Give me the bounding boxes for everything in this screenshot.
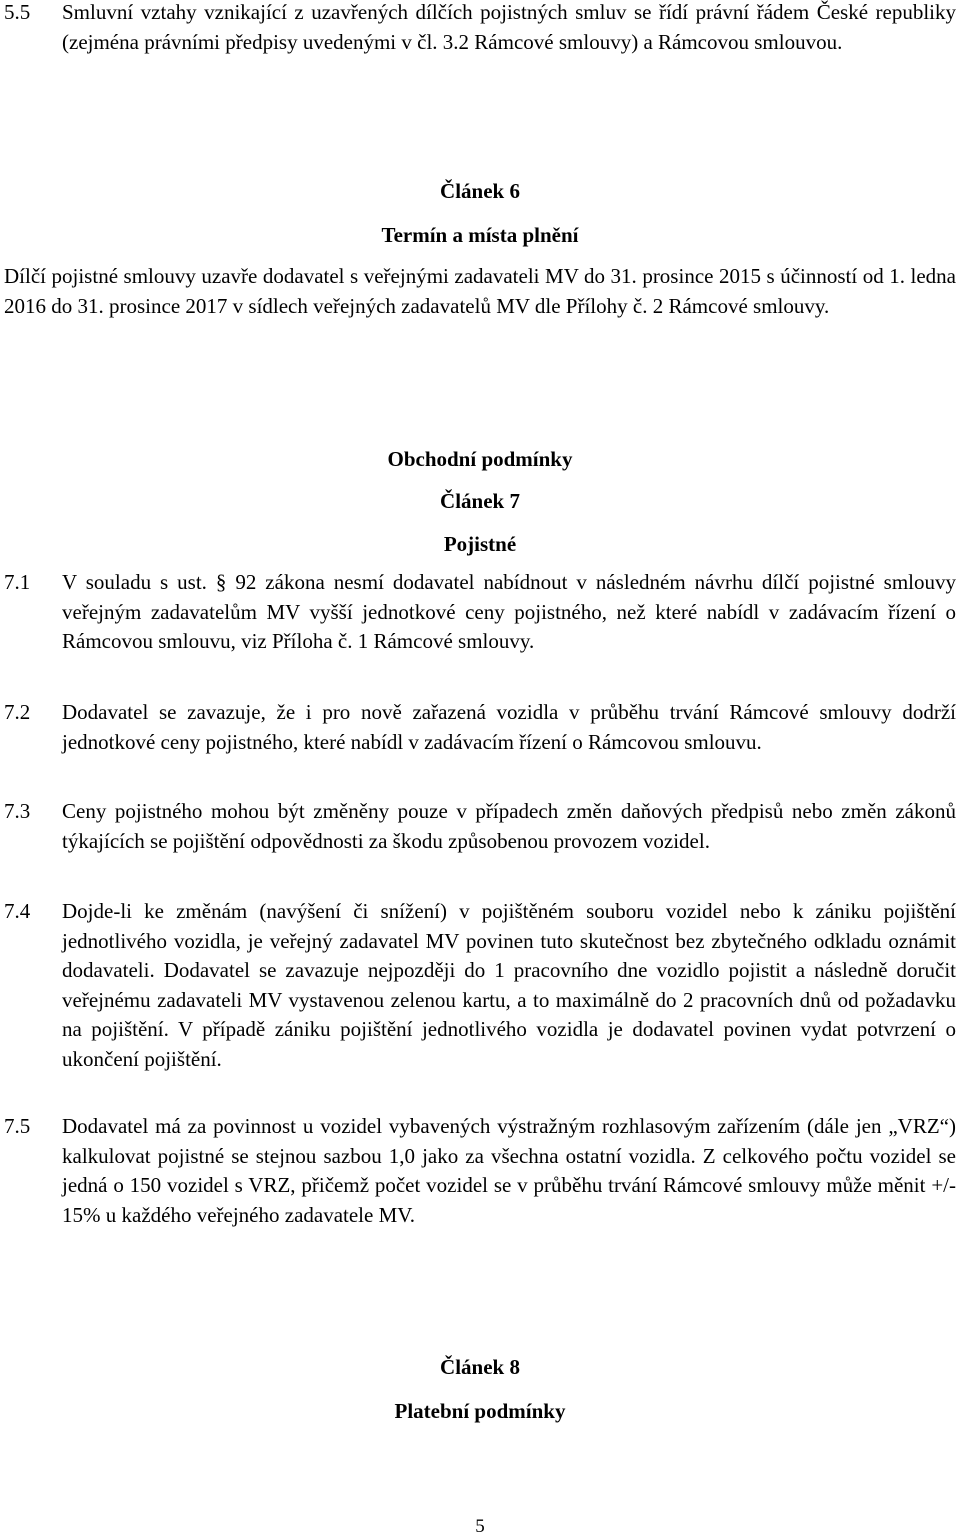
paragraph-7-2 — [0, 698, 956, 757]
paragraph-number: 5.5 — [4, 0, 31, 24]
paragraph-text: V souladu s ust. § 92 zákona nesmí dodavatel nabídnout v následném návrhu dílčí pojistné smlouvy veřejným zadavatelům MV vyšší jednotkové ceny pojistného, než které nabídl v zadávacím řízení o Rámcovou smlouvu, viz Příloha č. 1 Rámcové smlouvy. — [62, 570, 956, 653]
paragraph-text: Smluvní vztahy vznikající z uzavřených dílčích pojistných smluv se řídí právní řádem České republiky (zejména právními předpisy uvedenými v čl. 3.2 Rámcové smlouvy) a Rámcovou smlouvou. — [62, 0, 956, 54]
page-number: 5 — [475, 1516, 485, 1537]
article-6-text: Dílčí pojistné smlouvy uzavře dodavatel s veřejnými zadavateli MV do 31. prosince 2015 s účinností od 1. ledna 2016 do 31. prosince 2017 v sídlech veřejných zadavatelů MV dle Přílohy č. 2 Rámcové smlouvy. — [4, 264, 956, 318]
paragraph-text: Dojde-li ke změnám (navýšení či snížení) v pojištěném souboru vozidel nebo k zániku pojištění jednotlivého vozidla, je veřejný zadavatel MV povinen tuto skutečnost bez zbytečného odkladu oznámit dodavateli. Dodavatel se zavazuje nejpozději do 1 pracovního dne vozidlo pojistit a následně doručit veřejnému zadavateli MV vystavenou zelenou kartu, a to maximálně do 2 pracovních dnů od požadavku na pojištění. V případě zániku pojištění jednotlivého vozidla je dodavatel povinen vydat potvrzení o ukončení pojištění. — [62, 899, 956, 1071]
article-7-title: Článek 7 — [440, 489, 520, 513]
paragraph-number: 7.1 — [4, 570, 31, 594]
article-7-subtitle: Pojistné — [443, 532, 517, 556]
article-6-subtitle: Termín a místa plnění — [381, 223, 579, 247]
paragraph-text: Ceny pojistného mohou být změněny pouze v případech změn daňových předpisů nebo změn zákonů týkajících se pojištění odpovědnosti za škodu způsobenou provozem vozidel. — [62, 799, 956, 853]
paragraph-number: 7.4 — [4, 899, 31, 923]
paragraph-7-3 — [0, 797, 956, 856]
paragraph-5-5 — [0, 0, 956, 57]
paragraph-7-4 — [0, 897, 956, 1074]
paragraph-7-5 — [0, 1112, 956, 1230]
paragraph-text: Dodavatel se zavazuje, že i pro nově zařazená vozidla v průběhu trvání Rámcové smlouvy dodrží jednotkové ceny pojistného, které nabídl v zadávacím řízení o Rámcovou smlouvu. — [62, 700, 956, 754]
article-6-title: Článek 6 — [440, 179, 520, 203]
article-7-pretitle: Obchodní podmínky — [387, 447, 573, 471]
paragraph-text: Dodavatel má za povinnost u vozidel vybavených výstražným rozhlasovým zařízením (dále jen „VRZ“) kalkulovat pojistné se stejnou sazbou 1,0 jako za všechna ostatní vozidla. Z celkového počtu vozidel se jedná o 150 vozidel s VRZ, přičemž počet vozidel se v průběhu trvání Rámcové smlouvy může měnit +/- 15% u každého veřejného zadavatele MV. — [62, 1114, 956, 1227]
paragraph-number: 7.5 — [4, 1114, 31, 1138]
article-8-subtitle: Platební podmínky — [394, 1399, 566, 1423]
paragraph-number: 7.3 — [4, 799, 31, 823]
paragraph-7-1 — [0, 568, 956, 657]
article-8-title: Článek 8 — [440, 1355, 520, 1379]
paragraph-number: 7.2 — [4, 700, 31, 724]
